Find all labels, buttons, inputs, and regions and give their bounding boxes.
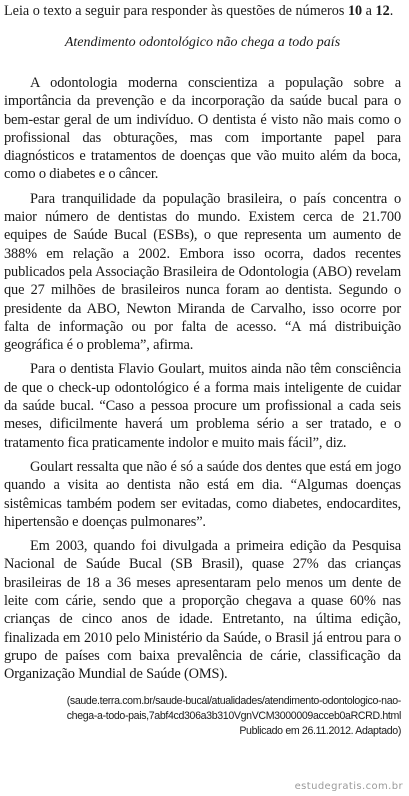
source-citation [4, 694, 401, 739]
source-publication-date: Publicado em 26.11.2012. Adaptado) [239, 724, 401, 737]
question-instruction [4, 2, 401, 20]
instruction-period: . [389, 3, 394, 19]
article-paragraph-2: Para tranquilidade da população brasileira, o país concentra o maior número de dentistas do mundo. Existem cerca de 21.700 equipes de Saúde Bucal (ESBs), o que representa um aumento de 388% em relação a 2002. Embora isso ocorra, dados recentes publicados pela Associação Brasileira de Odontologia (ABO) revelam que 27 milhões de brasileiros nunca foram ao dentista. Segundo o presidente da ABO, Newton Miranda de Carvalho, isso ocorre por falta de informação ou por falta de acesso. “A má distribuição geográfica é o problema”, afirma. [4, 190, 401, 354]
question-number-start: 10 [347, 3, 363, 19]
instruction-joiner: a [362, 3, 376, 19]
instruction-text: Leia o texto a seguir para responder às questões de números [4, 3, 348, 19]
article-title: Atendimento odontológico não chega a todo país [64, 35, 341, 50]
article-paragraph-4: Goulart ressalta que não é só a saúde dos dentes que está em jogo quando a visita ao dentista não está em dia. “Algumas doenças sistêmicas também podem ser evitadas, como diabetes, endocardites, hipertensão e doenças pulmonares”. [4, 458, 401, 530]
source-url-line-1: (saude.terra.com.br/saude-bucal/atualidades/atendimento-odontologico-nao- [66, 694, 401, 707]
site-watermark: estudegratis.com.br [294, 781, 403, 792]
article-paragraph-1: A odontologia moderna conscientiza a população sobre a importância da prevenção e da incorporação da saúde bucal para o bem-estar geral de um indivíduo. O dentista é visto não mais como o profissional das obturações, mas com importante papel para diagnósticos e tratamentos de doenças que vão muito além da boca, como o diabetes e o câncer. [4, 75, 401, 183]
question-number-end: 12 [375, 3, 390, 19]
article-paragraph-5: Em 2003, quando foi divulgada a primeira edição da Pesquisa Nacional de Saúde Bucal (SB Brasil), quase 27% das crianças brasileiras de 18 a 36 meses apresentaram pelo menos um dente de leite com cárie, sendo que a proporção chegava a quase 60% nas crianças de cinco anos de idade. Entretanto, na última edição, finalizada em 2010 pelo Ministério da Saúde, o Brasil já entrou para o grupo de países com baixa prevalência de cárie, classificação da Organização Mundial de Saúde (OMS). [4, 538, 401, 683]
article-paragraph-3: Para o dentista Flavio Goulart, muitos ainda não têm consciência de que o check-up odontológico é a forma mais inteligente de cuidar da saúde bucal. “Caso a pessoa procure um profissional a cada seis meses, dificilmente haverá um problema sério a ser tratado, e o tratamento fica praticamente indolor e muito mais fácil”, diz. [4, 361, 401, 451]
document-page [4, 2, 401, 739]
source-url-line-2: chega-a-todo-pais,7abf4cd306a3b310VgnVCM3000009acceb0aRCRD.html [66, 709, 401, 722]
